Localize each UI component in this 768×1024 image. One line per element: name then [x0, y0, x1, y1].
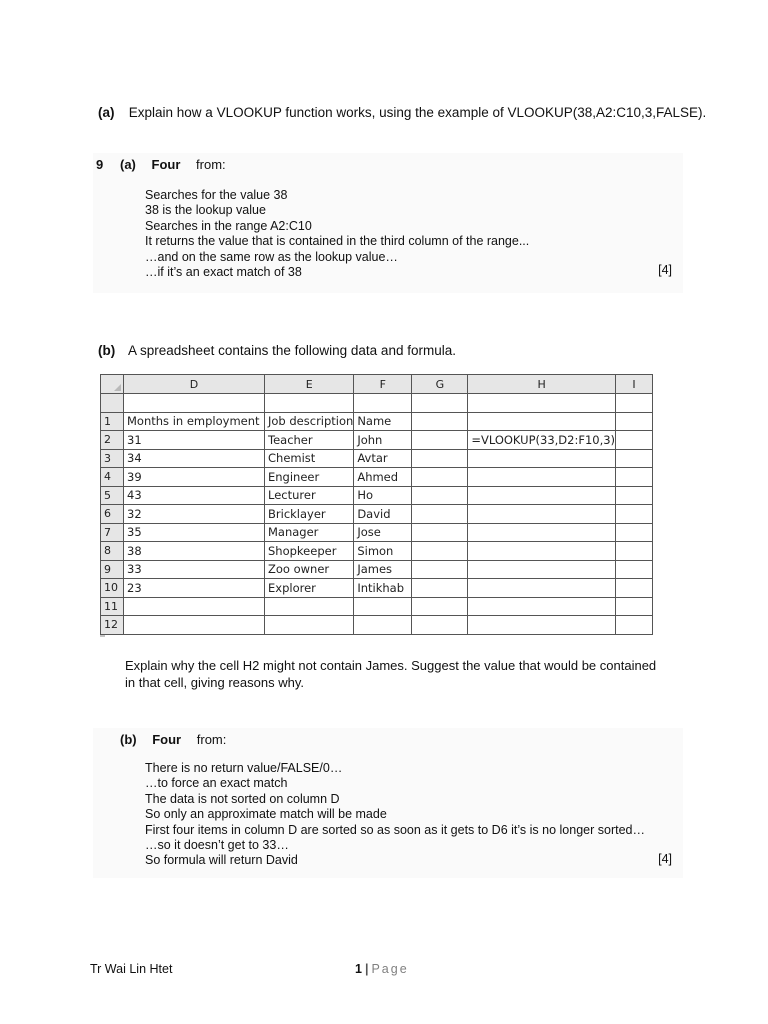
table-row	[101, 597, 653, 616]
cell	[468, 579, 616, 598]
cell: Avtar	[354, 449, 412, 468]
cell	[468, 468, 616, 487]
table-row	[101, 412, 653, 431]
table-row	[101, 468, 653, 487]
answer-line: First four items in column D are sorted so as soon as it gets to D6 it’s is no longer sorted…	[145, 822, 645, 837]
cell: John	[354, 431, 412, 450]
question-a	[98, 105, 706, 120]
answer-line: Searches for the value 38	[145, 188, 288, 202]
cell	[412, 597, 468, 616]
table-row	[101, 449, 653, 468]
answer-line: It returns the value that is contained in the third column of the range...	[145, 234, 530, 249]
cell: Intikhab	[354, 579, 412, 598]
cell	[468, 616, 616, 635]
cell	[354, 616, 412, 635]
answer-line: There is no return value/FALSE/0…	[145, 761, 343, 775]
cell	[265, 616, 354, 635]
footer-author: Tr Wai Lin Htet	[90, 962, 173, 976]
cell	[412, 486, 468, 505]
column-header: F	[354, 375, 412, 394]
question-a-text: Explain how a VLOOKUP function works, using the example of VLOOKUP(38,A2:C10,3,FALSE).	[128, 105, 707, 120]
cell: 35	[124, 523, 265, 542]
row-header: 3	[101, 449, 124, 468]
explain-line: in that cell, giving reasons why.	[125, 675, 304, 690]
column-header: D	[124, 375, 265, 394]
cell	[616, 468, 653, 487]
table-row	[101, 431, 653, 450]
column-header-row	[101, 375, 653, 394]
cell	[468, 486, 616, 505]
answer-b-lead-rest: from:	[196, 732, 227, 747]
cell	[412, 449, 468, 468]
cell	[616, 560, 653, 579]
cell: Job description	[265, 412, 354, 431]
cell: 43	[124, 486, 265, 505]
answer-line: The data is not sorted on column D	[145, 791, 340, 806]
cell	[468, 449, 616, 468]
column-header: H	[468, 375, 616, 394]
page-separator: |	[364, 962, 369, 976]
cell	[412, 616, 468, 635]
page-word: Page	[371, 962, 409, 976]
cell	[468, 412, 616, 431]
question-b	[98, 343, 456, 358]
row-header: 6	[101, 505, 124, 524]
row-header: 7	[101, 523, 124, 542]
row-header: 2	[101, 431, 124, 450]
cell: 38	[124, 542, 265, 561]
table-row	[101, 505, 653, 524]
cell	[412, 523, 468, 542]
cell	[468, 505, 616, 524]
cell: Ahmed	[354, 468, 412, 487]
answer-9a-marks: [4]	[658, 263, 672, 277]
cell	[412, 560, 468, 579]
cell: 39	[124, 468, 265, 487]
row-header: 11	[101, 597, 124, 616]
cell	[412, 468, 468, 487]
cell	[616, 431, 653, 450]
cell: 32	[124, 505, 265, 524]
row-header: 12	[101, 616, 124, 635]
answer-line: So only an approximate match will be made	[145, 807, 387, 822]
cell: Shopkeeper	[265, 542, 354, 561]
question-b-text: A spreadsheet contains the following data and formula.	[128, 343, 456, 358]
column-header: E	[265, 375, 354, 394]
cell	[124, 597, 265, 616]
answer-b-heading	[120, 732, 226, 747]
answer-b-marks: [4]	[658, 852, 672, 866]
cell: 23	[124, 579, 265, 598]
answer-9a-lead-rest: from:	[196, 157, 226, 172]
cell	[354, 597, 412, 616]
cell: Manager	[265, 523, 354, 542]
answer-line: So formula will return David	[145, 853, 298, 868]
footer-page-indicator	[355, 962, 409, 976]
table-row	[101, 560, 653, 579]
question-a-label: (a)	[98, 105, 115, 120]
answer-line: …so it doesn’t get to 33…	[145, 838, 289, 853]
answer-9a-lines	[145, 188, 529, 280]
cell	[412, 505, 468, 524]
cell: David	[354, 505, 412, 524]
cell	[468, 523, 616, 542]
answer-9a-lead-bold: Four	[151, 157, 181, 172]
answer-9a-block	[93, 153, 683, 293]
answer-b-lead-bold: Four	[152, 732, 182, 747]
sheet-spacer-row	[101, 394, 653, 413]
cell	[412, 412, 468, 431]
cell	[616, 579, 653, 598]
cell: Teacher	[265, 431, 354, 450]
cell: Jose	[354, 523, 412, 542]
column-header: I	[616, 375, 653, 394]
answer-9a-heading	[120, 157, 226, 172]
answer-line: …and on the same row as the lookup value…	[145, 249, 398, 264]
cell	[412, 431, 468, 450]
spreadsheet	[100, 374, 653, 635]
cell: Engineer	[265, 468, 354, 487]
cell: Bricklayer	[265, 505, 354, 524]
cell	[265, 597, 354, 616]
cell: 31	[124, 431, 265, 450]
spreadsheet-grid	[100, 374, 653, 635]
table-row	[101, 486, 653, 505]
cell	[468, 542, 616, 561]
cell	[468, 560, 616, 579]
column-header: G	[412, 375, 468, 394]
cell: Zoo owner	[265, 560, 354, 579]
answer-9a-part: (a)	[120, 157, 136, 172]
cell	[412, 579, 468, 598]
answer-line: Searches in the range A2:C10	[145, 218, 312, 233]
answer-line: 38 is the lookup value	[145, 203, 266, 218]
answer-b-part: (b)	[120, 732, 137, 747]
cell: 33	[124, 560, 265, 579]
cell: Chemist	[265, 449, 354, 468]
formula-cell-h2: =VLOOKUP(33,D2:F10,3)	[468, 431, 616, 450]
cell	[616, 523, 653, 542]
cell	[616, 486, 653, 505]
row-header: 1	[101, 412, 124, 431]
answer-line: …if it’s an exact match of 38	[145, 265, 302, 280]
explain-line: Explain why the cell H2 might not contain James. Suggest the value that would be contained	[125, 658, 657, 673]
answer-b-block	[93, 728, 683, 878]
cell: Months in employment	[124, 412, 265, 431]
cell: Lecturer	[265, 486, 354, 505]
select-all-corner	[101, 375, 124, 394]
table-row	[101, 523, 653, 542]
row-header: 10	[101, 579, 124, 598]
answer-b-lines	[145, 761, 645, 869]
table-row	[101, 579, 653, 598]
cell	[616, 616, 653, 635]
cell: Simon	[354, 542, 412, 561]
cell	[616, 412, 653, 431]
table-row	[101, 542, 653, 561]
answer-number: 9	[96, 157, 104, 172]
cell: Ho	[354, 486, 412, 505]
cell: Name	[354, 412, 412, 431]
table-row	[101, 616, 653, 635]
cell: James	[354, 560, 412, 579]
cell	[616, 597, 653, 616]
row-header: 5	[101, 486, 124, 505]
page-number: 1	[355, 962, 362, 976]
cell	[124, 616, 265, 635]
question-b-label: (b)	[98, 343, 116, 358]
row-header: 4	[101, 468, 124, 487]
answer-line: …to force an exact match	[145, 776, 288, 791]
cell: Explorer	[265, 579, 354, 598]
cell	[616, 449, 653, 468]
explain-prompt	[125, 657, 685, 691]
row-header: 9	[101, 560, 124, 579]
cell	[616, 542, 653, 561]
cell	[468, 597, 616, 616]
cell	[616, 505, 653, 524]
row-header: 8	[101, 542, 124, 561]
cell: 34	[124, 449, 265, 468]
cell	[412, 542, 468, 561]
